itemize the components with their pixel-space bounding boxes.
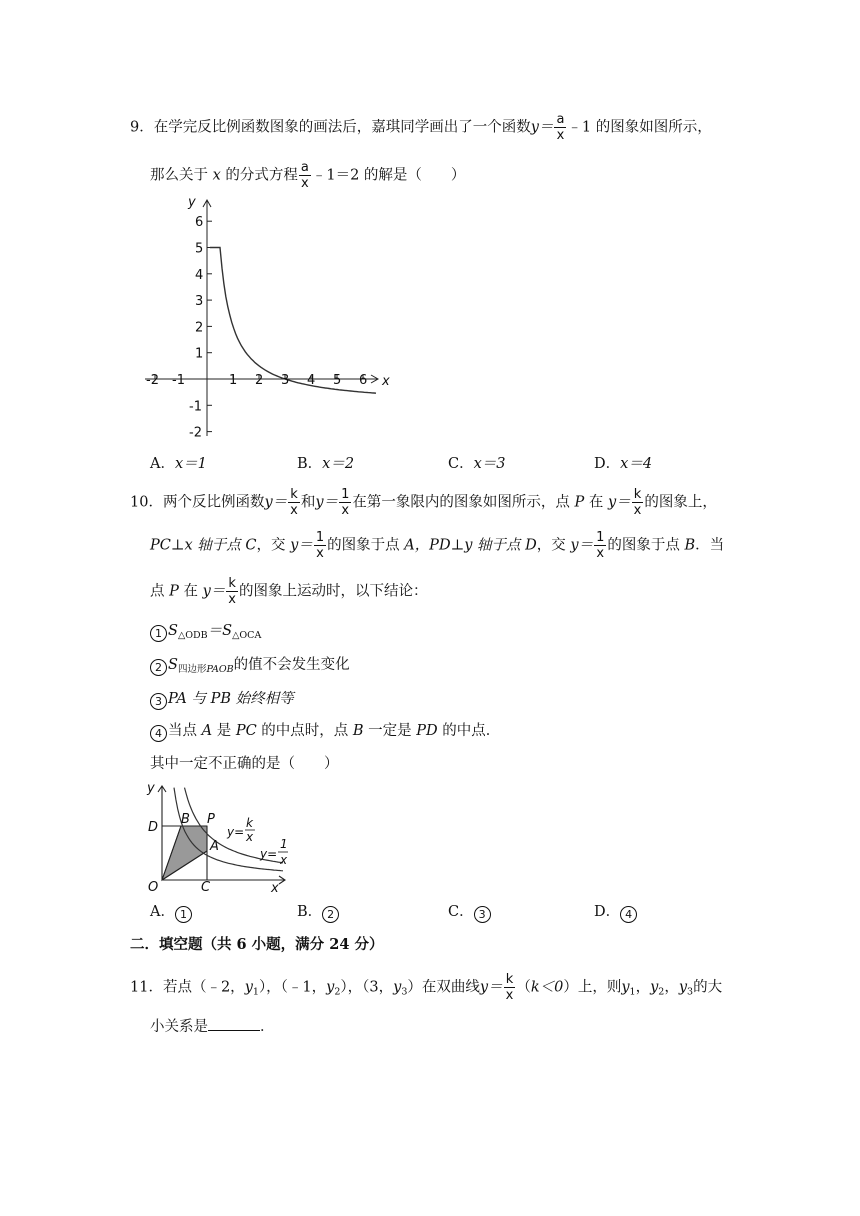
svg-text:x: x <box>280 853 288 867</box>
q10-statement-4: 4 当点 A 是 PC 的中点时，点 B 一定是 PD 的中点． <box>150 721 500 742</box>
q10-point-c: C <box>201 880 211 893</box>
q9-y-tick-label: 5 <box>195 241 204 257</box>
q9-line2: 那么关于 x 的分式方程 $\frac{a}{x}$ ﹣1＝2 的解是（ ） <box>150 160 466 191</box>
q9-y-tick-label: 2 <box>195 320 204 336</box>
q9-x-tick-label: 4 <box>307 373 316 388</box>
q10-option-a[interactable]: A． 1 <box>150 900 193 923</box>
q11-line1: 11．若点（﹣2，$y_1$），（﹣1，$y_2$），（3，$y_3$）在双曲线y＝ $\frac{k}{x}$ （k＜0）上，则$y_1$，$y_2$，$y_3$的大 <box>130 972 723 1003</box>
section-title: 二．填空题（共 6 小题，满分 24 分） <box>130 936 384 953</box>
q10-line1: 10．两个反比例函数y＝ $\frac{k}{x}$ 和y＝ $\frac{1}{x}$ 在第一象限内的图象如图所示，点 P 在 y＝ $\frac{k}{x}$ 的图象上， <box>130 487 717 518</box>
q10-question: 其中一定不正确的是（ ） <box>150 756 339 772</box>
q10-label-k <box>226 816 255 844</box>
q9-x-tick-label: 2 <box>255 373 264 388</box>
q9-x-tick-label: 6 <box>359 373 368 388</box>
q10-option-d[interactable]: D． 4 <box>594 900 638 923</box>
svg-text:k: k <box>246 816 253 830</box>
q10-point-b: B <box>181 812 190 827</box>
q10-option-c[interactable]: C． 3 <box>448 900 492 923</box>
q9-x-label: x <box>382 374 390 389</box>
svg-text:1: 1 <box>280 837 288 851</box>
q9-fraction: $\frac{a}{x}$ <box>556 112 565 143</box>
q9-y-eq: y＝ <box>530 119 554 136</box>
q9-x-tick-label: -2 <box>146 373 159 388</box>
q9-option-b[interactable]: B．x＝2 <box>297 456 355 472</box>
q10-y-label: y <box>147 781 155 796</box>
q11-line2: 小关系是 ． <box>150 1016 275 1037</box>
q9-after-fraction: ﹣1 的图象如图所示， <box>567 119 712 136</box>
q9-number: 9． <box>130 119 154 136</box>
q10-line3: 点 P 在 y＝ $\frac{k}{x}$ 的图象上运动时，以下结论： <box>150 576 428 607</box>
q9-y-tick-label: -2 <box>189 425 202 441</box>
q9-y-tick-label: 4 <box>195 267 204 283</box>
q10-label-1 <box>259 837 288 867</box>
q9-x-tick-label: 1 <box>229 373 238 388</box>
q9-y-tick-label: 1 <box>195 346 204 362</box>
q10-x-label: x <box>271 881 279 893</box>
q10-statement-3: 3 PA 与 PB 始终相等 <box>150 689 294 710</box>
q10-quadrilateral-paob <box>162 826 207 880</box>
q10-statement-1: 1 $S_{\triangle ODB}=S_{\triangle OCA}$ <box>150 621 261 646</box>
q10-point-p: P <box>207 812 215 827</box>
q10-option-b[interactable]: B． 2 <box>297 900 340 923</box>
q10-point-o: O <box>148 880 159 893</box>
q10-figure <box>145 778 305 893</box>
q9-option-a[interactable]: A．x＝1 <box>150 456 207 472</box>
q9-fraction-2: $\frac{a}{x}$ <box>300 160 309 191</box>
q9-y-tick-label: 6 <box>195 215 204 231</box>
q9-y-tick-label: -1 <box>189 399 202 415</box>
q9-option-d[interactable]: D．x＝4 <box>594 456 653 472</box>
q9-x-tick-label: -1 <box>172 373 185 388</box>
q9-y-label: y <box>188 195 196 210</box>
q10-point-d: D <box>148 820 159 835</box>
svg-text:x: x <box>246 830 254 844</box>
q9-option-c[interactable]: C．x＝3 <box>448 456 506 472</box>
q9-line1 <box>130 112 712 143</box>
q9-x-tick-label: 5 <box>333 373 342 388</box>
q9-text: 在学完反比例函数图象的画法后，嘉琪同学画出了一个函数 <box>153 119 531 136</box>
q11-answer-blank[interactable] <box>208 1016 260 1031</box>
q9-x-tick-label: 3 <box>281 373 290 388</box>
svg-text:y=: y= <box>227 825 245 839</box>
q9-y-tick-label: 3 <box>195 294 204 310</box>
q10-point-a: A <box>210 839 219 854</box>
q10-line2: PC⊥x 轴于点 C，交 y＝ $\frac{1}{x}$ 的图象于点 A，PD⊥y 轴于点 D，交 y＝ $\frac{1}{x}$ 的图象于点 B．当 <box>150 530 725 561</box>
svg-text:y=: y= <box>260 847 278 861</box>
q10-statement-2: 2 $S_{四边形PAOB}$的值不会发生变化 <box>150 655 350 680</box>
q9-function-curve <box>210 248 376 394</box>
q9-graph <box>140 192 390 442</box>
